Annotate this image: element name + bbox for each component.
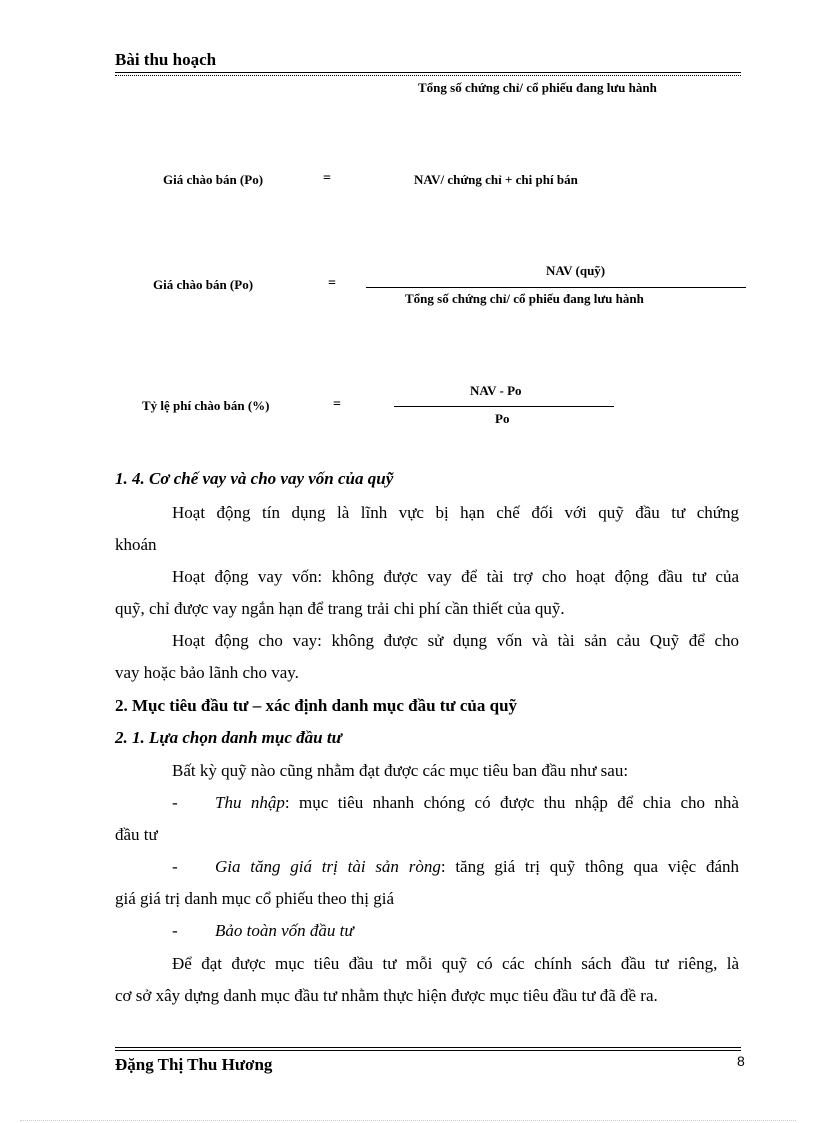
header-rule: [115, 72, 741, 73]
header-rule-dotted: [115, 75, 741, 76]
formula3-numerator: NAV - Po: [470, 383, 522, 398]
final-paragraph-line2: cơ sở xây dựng danh mục đầu tư nhằm thực hiện được mục tiêu đầu tư đã đề ra.: [115, 986, 658, 1005]
formula2-denominator: Tổng số chứng chỉ/ cổ phiếu đang lưu hành: [405, 291, 644, 306]
section-1-4-p1-line2: khoán: [115, 535, 157, 554]
section-2-1-intro: Bất kỳ quỹ nào cũng nhằm đạt được các mục tiêu ban đầu như sau:: [172, 761, 629, 780]
section-1-4-p1-line1: Hoạt động tín dụng là lĩnh vực bị hạn chế đối với quỹ đầu tư chứng: [172, 503, 739, 522]
footer-rule-second: [115, 1050, 741, 1051]
section-2-1-heading: 2. 1. Lựa chọn danh mục đầu tư: [115, 728, 342, 747]
formula3-denominator: Po: [495, 411, 510, 426]
formula3-fraction-bar: [394, 406, 614, 407]
formula3-equals: =: [333, 397, 341, 412]
bullet-1-dash: -: [172, 793, 178, 812]
section-1-4-p3-line2: vay hoặc bảo lãnh cho vay.: [115, 663, 299, 682]
header-title: Bài thu hoạch: [115, 50, 217, 69]
section-1-4-p3-line1: Hoạt động cho vay: không được sử dụng vốn và tài sản cảu Quỹ để cho: [172, 631, 739, 650]
formula2-fraction-bar: [366, 287, 746, 288]
fragment-denominator: Tổng số chứng chỉ/ cổ phiếu đang lưu hành: [418, 80, 657, 95]
section-1-4-heading: 1. 4. Cơ chế vay và cho vay vốn của quỹ: [115, 469, 394, 488]
section-1-4-p2-line2: quỹ, chỉ được vay ngắn hạn để trang trải chi phí cần thiết của quỹ.: [115, 599, 565, 618]
formula1-label: Giá chào bán (Po): [163, 172, 264, 187]
bullet-2-dash: -: [172, 857, 178, 876]
formula1-equals: =: [323, 171, 331, 186]
formula2-numerator: NAV (quỹ): [546, 263, 606, 278]
bullet-2-term: Gia tăng giá trị tài sản ròng: [215, 857, 441, 876]
bullet-1-term: Thu nhập: [215, 793, 285, 812]
formula2-label: Giá chào bán (Po): [153, 277, 254, 292]
formula2-equals: =: [328, 276, 336, 291]
bullet-2-line2: giá giá trị danh mục cổ phiếu theo thị giá: [115, 889, 395, 908]
formula1-expression: NAV/ chứng chỉ + chi phí bán: [414, 172, 578, 187]
final-paragraph-line1: Để đạt được mục tiêu đầu tư mỗi quỹ có các chính sách đầu tư riêng, là: [172, 954, 739, 973]
section-2-heading: 2. Mục tiêu đầu tư – xác định danh mục đầu tư của quỹ: [115, 696, 518, 715]
section-1-4-p2-line1: Hoạt động vay vốn: không được vay để tài trợ cho hoạt động đầu tư của: [172, 567, 739, 586]
bullet-2-text: : tăng giá trị quỹ thông qua việc đánh: [440, 857, 740, 876]
footer-rule: [115, 1047, 741, 1048]
bullet-1-line2: đầu tư: [115, 825, 158, 844]
formula3-label: Tỷ lệ phí chào bán (%): [142, 398, 270, 413]
bullet-1-text: : mục tiêu nhanh chóng có được thu nhập để chia cho nhà: [284, 793, 739, 812]
bullet-2-line1: [215, 857, 739, 877]
page-bottom-border: [20, 1120, 796, 1121]
bullet-1-line1: [215, 793, 739, 813]
bullet-3-dash: -: [172, 921, 178, 940]
bullet-3-term: Bảo toàn vốn đầu tư: [215, 921, 354, 940]
page-number: 8: [737, 1053, 745, 1069]
footer-author: Đặng Thị Thu Hương: [115, 1055, 273, 1074]
